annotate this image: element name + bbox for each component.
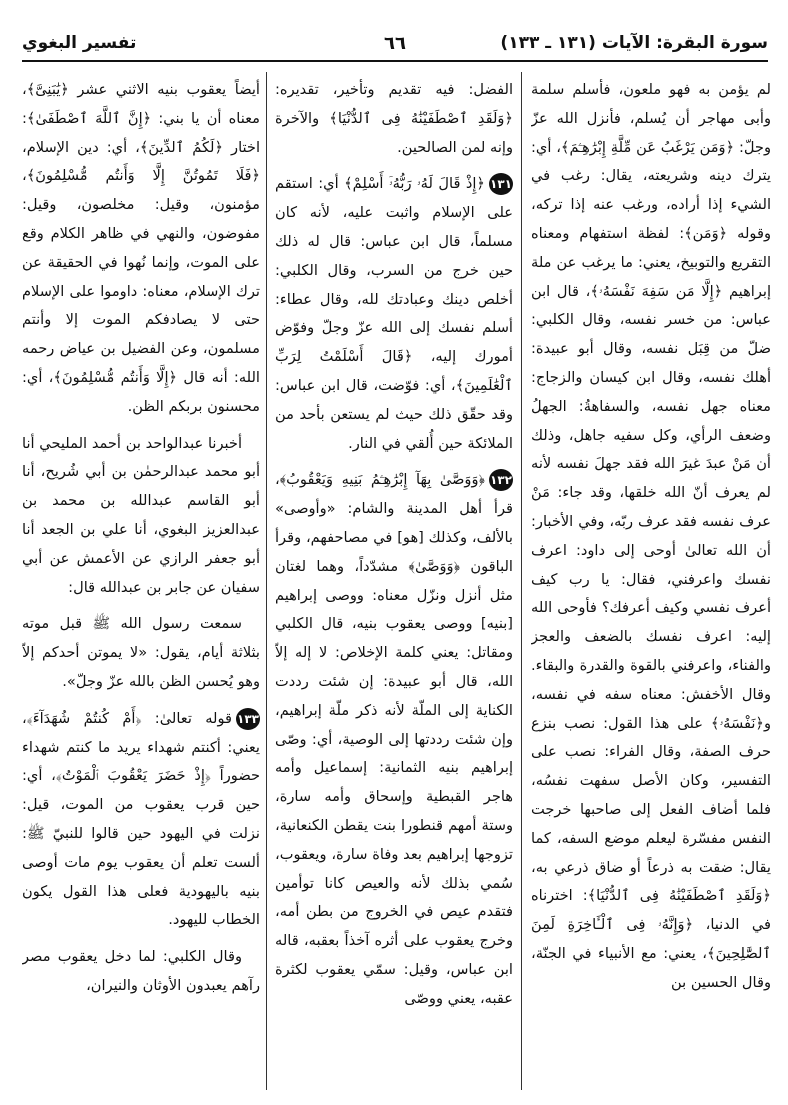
paragraph: أيضاً يعقوب بنيه الاثني عشر ﴿يَٰبَنِىَّ﴾، معناه أن يا بني: ﴿إِنَّ ٱللَّهَ ٱصْطَفَىٰ﴾: اختار ﴿لَكُمُ ٱلدِّينَ﴾، أي: دين الإسلام، ﴿فَلَا تَمُوتُنَّ إِلَّا وَأَنتُم مُّسْلِمُونَ﴾، مؤمنون، وقيل: مخلصون، وقيل: مفوضون، والنهي في ظاهر الكلام وقع على الموت، وإنما نُهوا في الحقيقة عن ترك الإسلام، معناه: داوموا على الإسلام حتى لا يصادفكم الموت إلا وأنتم مسلمون، وعن الفضيل بن عياض رحمه الله: أنه قال ﴿إِلَّا وَأَنتُم مُّسْلِمُونَ﴾، أي: محسنون بربكم الظن.	[22, 81, 260, 415]
verse-commentary-text: قوله تعالىٰ: ﴿أَمْ كُنتُمْ شُهَدَآءَ﴾، يعني: أكنتم شهداء يريد ما كنتم شهداء حضوراً ﴿إِذْ حَضَرَ يَعْقُوبَ ٱلْمَوْتُ﴾، أي: حين قرب يعقوب من الموت، قيل: نزلت في اليهود حين قالوا للنبيّ ﷺ: ألست تعلم أن يعقوب يوم مات أوصى بنيه باليهودية فعلى هذا القول يكون الخطاب لليهود.	[22, 709, 260, 929]
column-divider	[266, 72, 267, 1090]
right-column	[531, 76, 771, 1086]
verse-133-commentary	[22, 705, 260, 935]
verse-132-commentary	[275, 466, 513, 1013]
verse-commentary-text: ﴿إِذْ قَالَ لَهُۥ رَبُّهُۥٓ أَسْلِمْ﴾ أي: استقم على الإسلام واثبت عليه، لأنه كان مسلماً، قال ابن عباس: قال له ذلك حين خرج من السرب، وقال الكلبي: أخلص دينك وعبادتك لله، وقال عطاء: أسلم نفسك إلى الله عزّ وجلّ وفوّض أمورك إليه، ﴿قَالَ أَسْلَمْتُ لِرَبِّ ٱلْعَٰلَمِينَ﴾، أي: فوّضت، قال ابن عباس: وقد حقّق ذلك حيث لم يستعن بأحد من الملائكة حين أُلقي في النار.	[275, 175, 513, 452]
page-header	[22, 28, 768, 58]
surah-heading: سورة البقرة: الآيات (١٣١ ـ ١٣٣)	[500, 33, 768, 53]
header-rule	[22, 60, 768, 62]
paragraph: لم يؤمن به فهو ملعون، فأسلم سلمة وأبى مهاجر أن يُسلم، فأنزل الله عزّ وجلّ: ﴿وَمَن يَرْغَبُ عَن مِّلَّةِ إِبْرَٰهِـۧمَ﴾، أي: يترك دينه وشريعته، يقال: رغب في الشيء إذا أراده، ورغب عنه إذا تركه، وقوله ﴿وَمَن﴾: لفظة استفهام ومعناه التقريع والتوبيخ، يعني: ما يرغب عن ملة إبراهيم ﴿إِلَّا مَن سَفِهَ نَفْسَهُۥ﴾، قال ابن عباس: من خسر نفسه، وقال الكلبي: ضلّ من قِبَل نفسه، وقال أبو عبيدة: أهلك نفسه، وقال ابن كيسان والزجاج: معناه جهل نفسه، والسفاهةُ: الجهلُ وضعف الرأي، وكل سفيه جاهل، وذلك أن مَنْ عبدَ غيرَ الله فقد جهلَ نفسه لأنه لم يعرف أنّ الله خلقها، وقد جاء: مَنْ عرف نفسه فقد عرف ربّه، وفي الأخبار: أن الله تعالىٰ أوحى إلى داود: اعرف نفسك واعرفني، فقال: يا رب كيف أعرف نفسي وكيف أعرفك؟ فأوحى الله إليه: اعرف نفسك بالضعف والعجز والفناء، واعرفني بالقوة والقدرة والبقاء. وقال الأخفش: معناه سفه في نفسه، و﴿نَفْسَهُۥ﴾ على هذا القول: نصب بنزع حرف الصفة، وقال الفراء: نصب على التفسير، وكان الأصل سفهت نفسُه، فلما أضاف الفعل إلى صاحبها خرجت النفس مفسّرة ليعلم موضع السفه، كما يقال: ضقت به ذرعاً أو ضاق ذرعي به، ﴿وَلَقَدِ ٱصْطَفَيْنَٰهُ فِى ٱلدُّنْيَا﴾: اخترناه في الدنيا، ﴿وَإِنَّهُۥ فِى ٱلْـَٔاخِرَةِ لَمِنَ ٱلصَّٰلِحِينَ﴾، يعني: مع الأنبياء في الجنّة، وقال الحسين بن	[531, 81, 771, 991]
paragraph: الفضل: فيه تقديم وتأخير، تقديره: ﴿وَلَقَدِ ٱصْطَفَيْنَٰهُ فِى ٱلدُّنْيَا﴾ والآخرة وإنه لمن الصالحين.	[275, 81, 513, 156]
paragraph: وقال الكلبي: لما دخل يعقوب مصر رآهم يعبدون الأوثان والنيران،	[22, 948, 260, 994]
verse-number-badge: ١٣١	[489, 173, 513, 195]
verse-131-commentary	[275, 170, 513, 458]
book-title: تفسير البغوي	[22, 33, 137, 53]
left-column	[22, 76, 260, 1086]
column-divider	[521, 72, 522, 1090]
verse-commentary-text: ﴿وَوَصَّىٰ بِهَآ إِبْرَٰهِـۧمُ بَنِيهِ وَيَعْقُوبُ﴾، قرأ أهل المدينة والشام: «وأوصى» بالألف، وكذلك [هو] في مصاحفهم، وقرأ الباقون ﴿وَوَصَّىٰ﴾ مشدّداً، وهما لغتان مثل أنزل ونزّل معناه: ووصى إبراهيم [بنيه] ووصى يعقوب بنيه، قال الكلبي ومقاتل: يعني كلمة الإخلاص: لا إله إلاّ الله، قال أبو عبيدة: إن شئت رددت الكناية إلى الملّة لأنه ذكر ملّة إبراهيم، وإن شئت رددتها إلى الوصية، أي: وصّى إبراهيم بنيه الثمانية: إسماعيل وأمه هاجر القبطية وإسحاق وأمه سارة، وستة أمهم قنطورا بنت يقطن الكنعانية، تزوجها إبراهيم بعد وفاة سارة، ويعقوب، سُمي بذلك لأنه والعيص كانا توأمين فتقدم عيص في الخروج من بطن أمه، وخرج يعقوب على أثره آخذاً بعقبه، قاله ابن عباس، وقيل: سمّي يعقوب لكثرة عقبه، يعني ووصّى	[275, 471, 513, 1007]
verse-number-badge: ١٣٣	[236, 708, 260, 730]
page-number: ٦٦	[384, 32, 406, 54]
isnad-paragraph: أخبرنا عبدالواحد بن أحمد المليحي أنا أبو محمد عبدالرحمٰن بن أبي شُريح، أنا أبو القاسم عبدالله بن محمد بن عبدالعزيز البغوي، أنا علي بن الجعد أنا أبو جعفر الرازي عن الأعمش عن أبي سفيان عن جابر بن عبدالله قال:	[22, 434, 260, 596]
middle-column	[275, 76, 513, 1086]
verse-number-badge: ١٣٢	[489, 469, 513, 491]
hadith-paragraph: سمعت رسول الله ﷺ قبل موته بثلاثة أيام، يقول: «لا يموتن أحدكم إلاّ وهو يُحسن الظن بالله عزّ وجلّ».	[22, 615, 260, 690]
